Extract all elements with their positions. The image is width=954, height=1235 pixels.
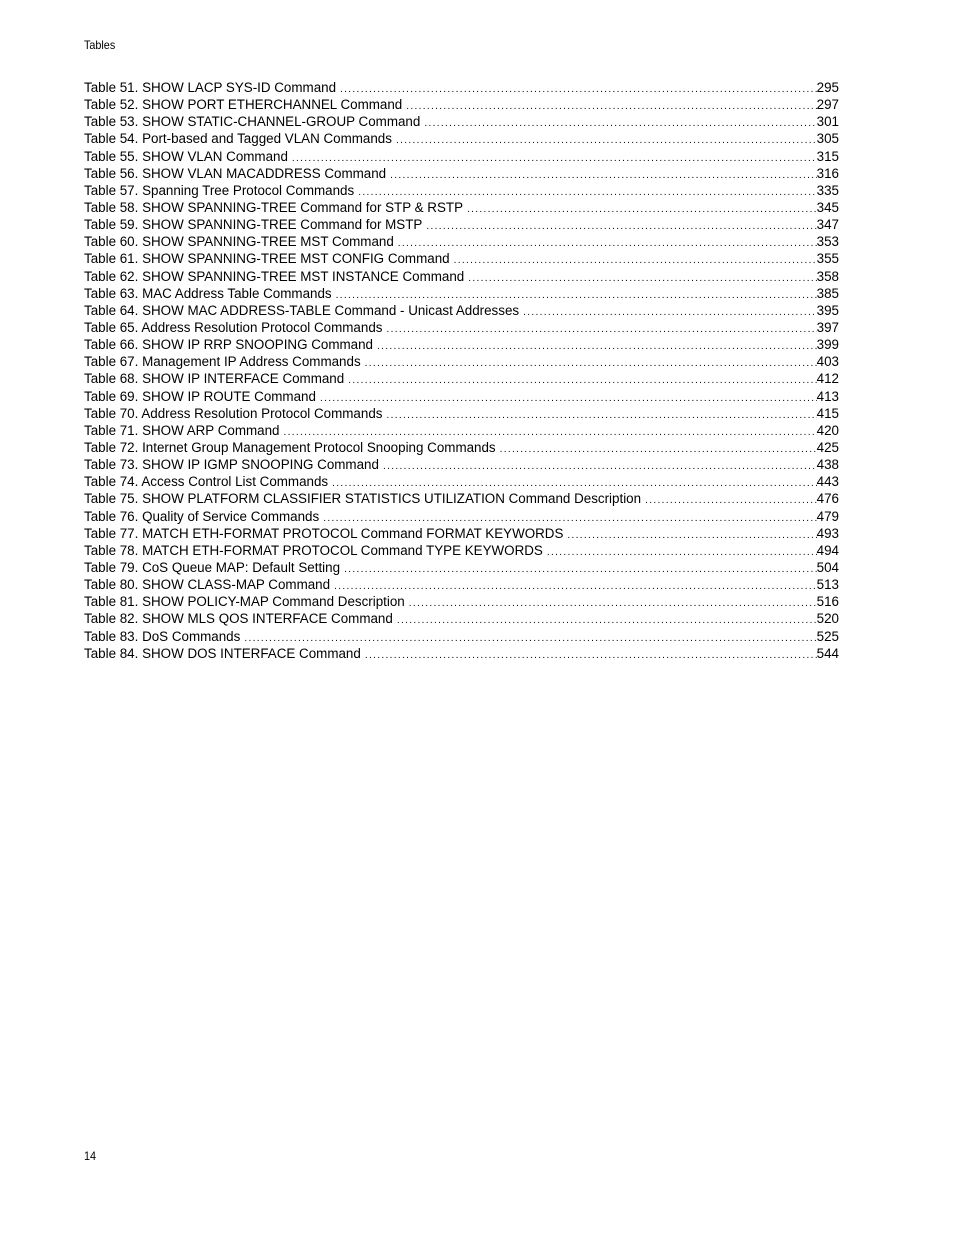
toc-entry[interactable] xyxy=(84,250,839,267)
toc-entry-page: 399 xyxy=(816,337,839,353)
toc-entry-title: Table 63. MAC Address Table Commands xyxy=(84,285,332,301)
toc-dot-leader xyxy=(396,132,817,149)
toc-entry[interactable] xyxy=(84,182,839,199)
toc-entry-page: 305 xyxy=(816,131,839,147)
toc-dot-leader xyxy=(467,201,817,218)
toc-entry-page: 415 xyxy=(816,405,839,421)
toc-entry-page: 315 xyxy=(816,148,839,164)
toc-entry-page: 544 xyxy=(816,645,839,661)
toc-entry-title: Table 65. Address Resolution Protocol Commands xyxy=(84,319,383,335)
toc-entry-title: Table 64. SHOW MAC ADDRESS-TABLE Command - Unicast Addresses xyxy=(84,302,520,318)
toc-entry[interactable] xyxy=(84,199,839,216)
toc-entry-page: 412 xyxy=(816,371,839,387)
toc-entry[interactable] xyxy=(84,353,839,370)
toc-entry-title: Table 54. Port-based and Tagged VLAN Commands xyxy=(84,131,392,147)
toc-entry-page: 295 xyxy=(816,80,839,95)
toc-entry[interactable] xyxy=(84,525,839,542)
toc-entry-title: Table 61. SHOW SPANNING-TREE MST CONFIG Command xyxy=(84,251,450,267)
toc-entry-title: Table 73. SHOW IP IGMP SNOOPING Command xyxy=(84,457,379,473)
toc-entry-page: 395 xyxy=(816,302,839,318)
toc-entry[interactable] xyxy=(84,165,839,182)
toc-dot-leader xyxy=(340,81,817,98)
toc-dot-leader xyxy=(426,218,816,235)
toc-entry-title: Table 78. MATCH ETH-FORMAT PROTOCOL Command TYPE KEYWORDS xyxy=(84,542,543,558)
toc-entry[interactable] xyxy=(84,216,839,233)
toc-dot-leader xyxy=(398,235,817,252)
toc-entry[interactable] xyxy=(84,148,839,165)
toc-entry-page: 358 xyxy=(816,268,839,284)
toc-entry[interactable] xyxy=(84,645,839,662)
toc-entry-title: Table 52. SHOW PORT ETHERCHANNEL Command xyxy=(84,97,403,113)
page-number: 14 xyxy=(84,1149,97,1163)
toc-entry[interactable] xyxy=(84,559,839,576)
table-of-contents xyxy=(84,79,839,662)
toc-dot-leader xyxy=(365,355,817,372)
toc-entry-page: 397 xyxy=(816,319,839,335)
toc-entry-page: 438 xyxy=(816,457,839,473)
toc-entry-title: Table 82. SHOW MLS QOS INTERFACE Command xyxy=(84,611,393,627)
toc-entry-page: 493 xyxy=(816,525,839,541)
toc-dot-leader xyxy=(424,115,816,132)
toc-entry-page: 297 xyxy=(816,97,839,113)
toc-entry[interactable] xyxy=(84,113,839,130)
toc-entry[interactable] xyxy=(84,456,839,473)
toc-entry-page: 385 xyxy=(816,285,839,301)
toc-entry-title: Table 67. Management IP Address Commands xyxy=(84,354,361,370)
toc-dot-leader xyxy=(547,544,817,561)
toc-entry-title: Table 62. SHOW SPANNING-TREE MST INSTANCE Command xyxy=(84,268,465,284)
toc-entry[interactable] xyxy=(84,439,839,456)
toc-entry-title: Table 84. SHOW DOS INTERFACE Command xyxy=(84,645,361,661)
toc-entry[interactable] xyxy=(84,233,839,250)
toc-entry[interactable] xyxy=(84,508,839,525)
toc-entry-title: Table 66. SHOW IP RRP SNOOPING Command xyxy=(84,337,373,353)
toc-dot-leader xyxy=(390,167,817,184)
toc-entry-page: 420 xyxy=(816,422,839,438)
toc-dot-leader xyxy=(468,270,816,287)
toc-entry[interactable] xyxy=(84,388,839,405)
toc-entry-page: 516 xyxy=(816,594,839,610)
toc-entry-page: 443 xyxy=(816,474,839,490)
toc-entry-page: 425 xyxy=(816,439,839,455)
toc-dot-leader xyxy=(567,527,816,544)
toc-entry[interactable] xyxy=(84,130,839,147)
toc-entry[interactable] xyxy=(84,319,839,336)
toc-entry-title: Table 71. SHOW ARP Command xyxy=(84,422,280,438)
toc-entry-page: 494 xyxy=(816,542,839,558)
toc-entry[interactable] xyxy=(84,268,839,285)
toc-entry-title: Table 57. Spanning Tree Protocol Commands xyxy=(84,182,355,198)
toc-entry-title: Table 69. SHOW IP ROUTE Command xyxy=(84,388,316,404)
toc-entry[interactable] xyxy=(84,96,839,113)
toc-dot-leader xyxy=(377,338,817,355)
toc-entry-title: Table 74. Access Control List Commands xyxy=(84,474,329,490)
toc-entry-page: 413 xyxy=(816,388,839,404)
toc-dot-leader xyxy=(383,458,817,475)
toc-entry-title: Table 51. SHOW LACP SYS-ID Command xyxy=(84,80,337,95)
toc-entry-page: 403 xyxy=(816,354,839,370)
toc-entry-page: 301 xyxy=(816,114,839,130)
toc-dot-leader xyxy=(386,407,816,424)
toc-dot-leader xyxy=(523,304,817,321)
toc-entry-title: Table 58. SHOW SPANNING-TREE Command for STP & RSTP xyxy=(84,199,464,215)
toc-entry-title: Table 76. Quality of Service Commands xyxy=(84,508,320,524)
toc-dot-leader xyxy=(645,492,817,509)
toc-dot-leader xyxy=(397,612,817,629)
toc-entry-page: 476 xyxy=(816,491,839,507)
toc-entry[interactable] xyxy=(84,422,839,439)
toc-entry-page: 345 xyxy=(816,199,839,215)
toc-entry-title: Table 83. DoS Commands xyxy=(84,628,241,644)
toc-entry[interactable] xyxy=(84,79,839,96)
toc-dot-leader xyxy=(454,252,817,269)
toc-entry[interactable] xyxy=(84,593,839,610)
toc-entry-title: Table 60. SHOW SPANNING-TREE MST Command xyxy=(84,234,394,250)
toc-entry[interactable] xyxy=(84,336,839,353)
toc-entry-page: 355 xyxy=(816,251,839,267)
toc-entry[interactable] xyxy=(84,542,839,559)
toc-dot-leader xyxy=(386,321,816,338)
toc-dot-leader xyxy=(500,441,817,458)
toc-entry-title: Table 59. SHOW SPANNING-TREE Command for MSTP xyxy=(84,217,423,233)
toc-dot-leader xyxy=(365,647,817,664)
toc-entry[interactable] xyxy=(84,576,839,593)
toc-entry-title: Table 72. Internet Group Management Protocol Snooping Commands xyxy=(84,439,496,455)
toc-entry-title: Table 56. SHOW VLAN MACADDRESS Command xyxy=(84,165,387,181)
toc-entry-title: Table 80. SHOW CLASS-MAP Command xyxy=(84,577,331,593)
toc-entry-page: 347 xyxy=(816,217,839,233)
toc-entry-title: Table 68. SHOW IP INTERFACE Command xyxy=(84,371,345,387)
running-header: Tables xyxy=(84,38,116,52)
toc-dot-leader xyxy=(344,561,817,578)
toc-entry-page: 504 xyxy=(816,559,839,575)
toc-entry[interactable] xyxy=(84,302,839,319)
toc-entry-page: 520 xyxy=(816,611,839,627)
toc-entry-title: Table 81. SHOW POLICY-MAP Command Description xyxy=(84,594,405,610)
toc-entry-page: 335 xyxy=(816,182,839,198)
toc-entry-title: Table 75. SHOW PLATFORM CLASSIFIER STATISTICS UTILIZATION Command Description xyxy=(84,491,642,507)
toc-dot-leader xyxy=(409,595,817,612)
toc-dot-leader xyxy=(406,98,816,115)
toc-entry-title: Table 53. SHOW STATIC-CHANNEL-GROUP Command xyxy=(84,114,421,130)
toc-entry[interactable] xyxy=(84,370,839,387)
toc-entry[interactable] xyxy=(84,610,839,627)
toc-entry-page: 525 xyxy=(816,628,839,644)
toc-entry-title: Table 77. MATCH ETH-FORMAT PROTOCOL Command FORMAT KEYWORDS xyxy=(84,525,564,541)
toc-entry[interactable] xyxy=(84,628,839,645)
toc-dot-leader xyxy=(348,372,816,389)
toc-entry[interactable] xyxy=(84,405,839,422)
toc-entry-page: 513 xyxy=(816,577,839,593)
toc-entry-page: 316 xyxy=(816,165,839,181)
toc-entry-title: Table 55. SHOW VLAN Command xyxy=(84,148,288,164)
toc-dot-leader xyxy=(320,390,817,407)
toc-entry[interactable] xyxy=(84,285,839,302)
toc-entry[interactable] xyxy=(84,490,839,507)
toc-entry[interactable] xyxy=(84,473,839,490)
toc-entry-page: 353 xyxy=(816,234,839,250)
toc-entry-title: Table 70. Address Resolution Protocol Commands xyxy=(84,405,383,421)
toc-entry-title: Table 79. CoS Queue MAP: Default Setting xyxy=(84,559,341,575)
toc-entry-page: 479 xyxy=(816,508,839,524)
